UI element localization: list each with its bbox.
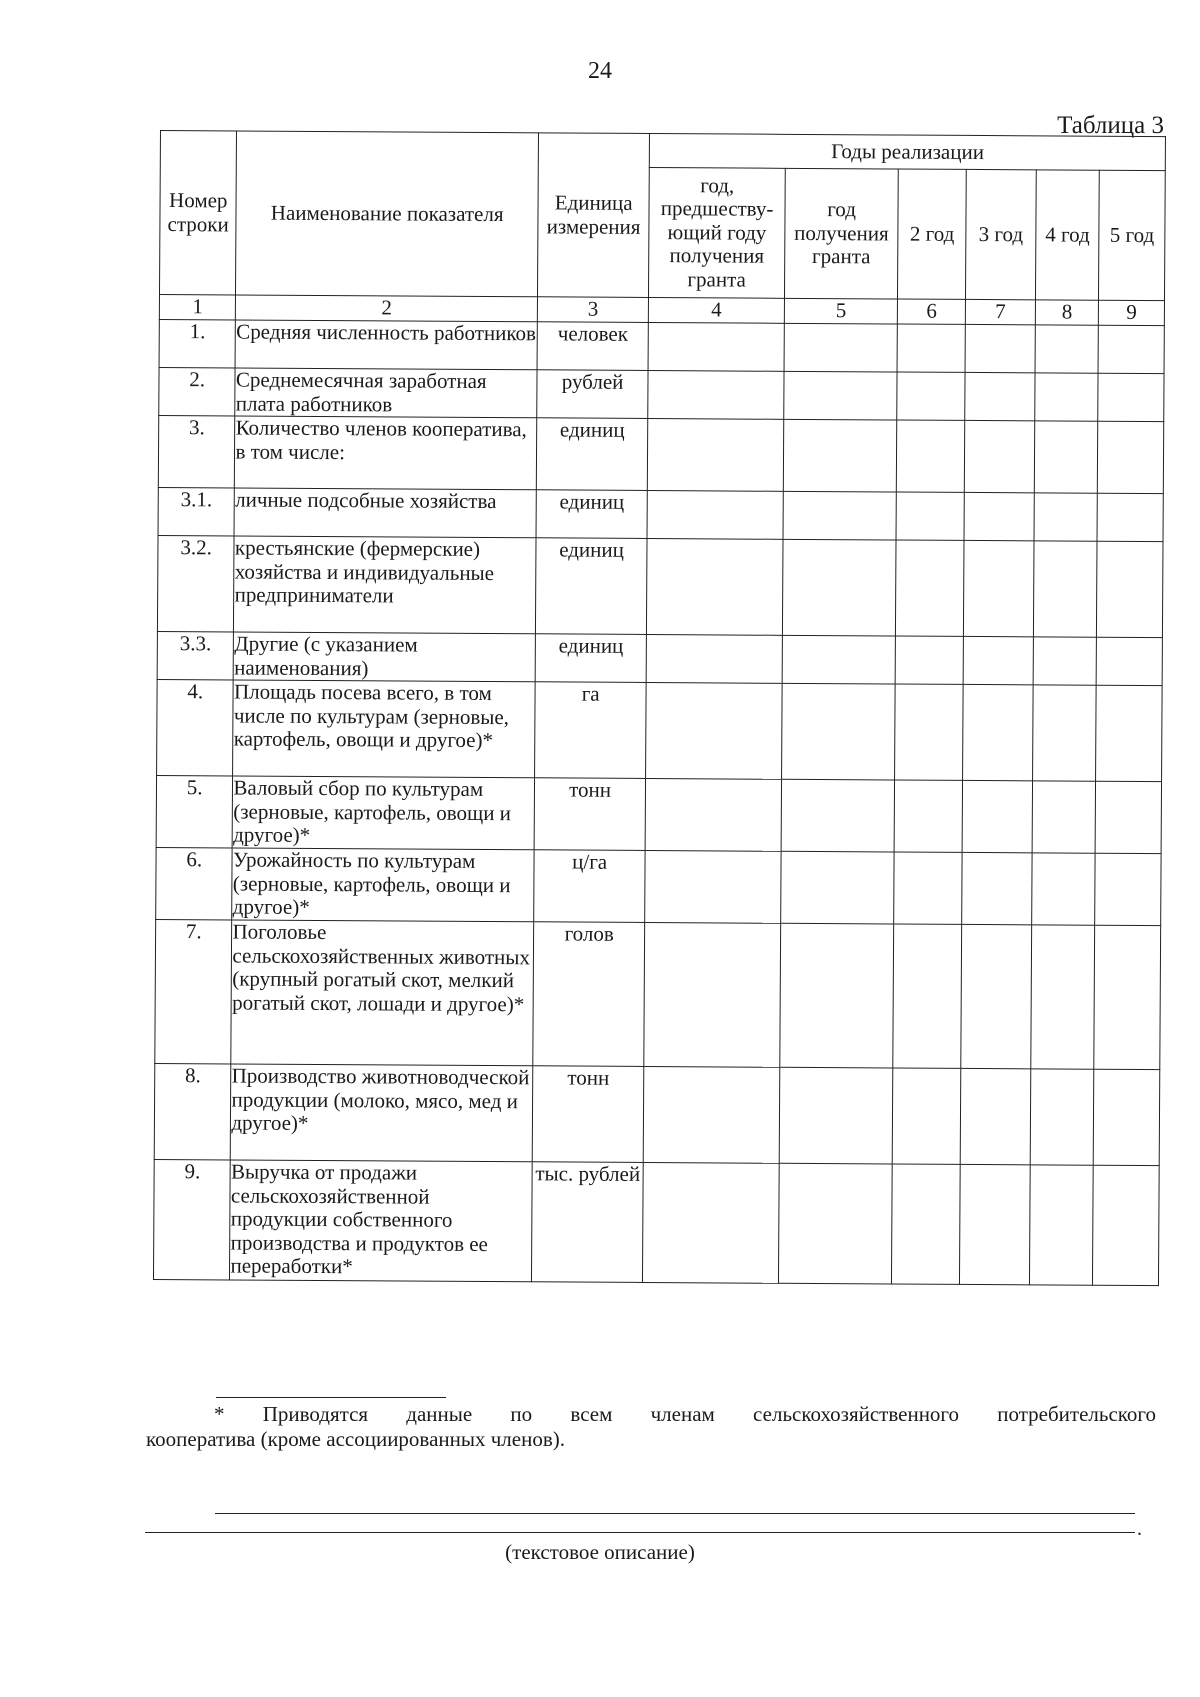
table-row — [159, 319, 1164, 373]
value-cell[interactable] — [1033, 685, 1097, 781]
value-cell[interactable] — [897, 324, 965, 372]
value-cell[interactable] — [962, 852, 1032, 924]
value-cell[interactable] — [1032, 853, 1096, 925]
unit-of-measure: га — [534, 682, 646, 779]
value-cell[interactable] — [643, 1163, 779, 1284]
row-number: 4. — [157, 680, 234, 776]
value-cell[interactable] — [778, 1163, 892, 1284]
unit-of-measure: рублей — [537, 370, 649, 419]
indicators-table-sheet — [153, 130, 1166, 1286]
blank-fill-line — [145, 1532, 1135, 1533]
value-cell[interactable] — [960, 1068, 1030, 1164]
value-cell[interactable] — [896, 492, 964, 540]
table-row — [157, 632, 1162, 686]
value-cell[interactable] — [893, 924, 962, 1068]
header-year-4: 4 год — [1035, 170, 1099, 300]
value-cell[interactable] — [964, 492, 1034, 540]
value-cell[interactable] — [783, 491, 897, 540]
footnote-line-1: * Приводятся данные по всем членам сельскохозяйственного потребительского — [214, 1402, 1156, 1426]
header-row-number: Номер строки — [159, 131, 236, 295]
value-cell[interactable] — [779, 1067, 893, 1164]
indicator-name: крестьянские (фермерские) хозяйства и индивидуальные предприниматели — [234, 536, 536, 634]
value-cell[interactable] — [965, 372, 1035, 420]
value-cell[interactable] — [1097, 493, 1163, 541]
row-number: 9. — [153, 1160, 230, 1280]
indicators-table — [153, 130, 1166, 1286]
value-cell[interactable] — [781, 683, 895, 780]
indicator-name: Площадь посева всего, в том числе по культурам (зерновые, картофель, овощи и другое)* — [233, 680, 535, 778]
unit-of-measure: тонн — [532, 1066, 644, 1163]
unit-of-measure: человек — [537, 322, 649, 371]
value-cell[interactable] — [1033, 637, 1097, 685]
value-cell[interactable] — [964, 540, 1034, 636]
footnote-rule — [216, 1397, 446, 1398]
table-row — [159, 367, 1164, 421]
value-cell[interactable] — [961, 924, 1032, 1068]
column-number: 9 — [1099, 300, 1165, 325]
footnote — [146, 1402, 1156, 1452]
value-cell[interactable] — [1032, 781, 1096, 853]
value-cell[interactable] — [783, 419, 897, 492]
value-cell[interactable] — [1098, 325, 1164, 373]
value-cell[interactable] — [644, 923, 780, 1068]
value-cell[interactable] — [1034, 421, 1098, 493]
value-cell[interactable] — [1035, 325, 1099, 373]
blank-fill-line — [215, 1513, 1135, 1514]
row-number: 8. — [154, 1064, 231, 1160]
column-number: 7 — [965, 299, 1035, 324]
value-cell[interactable] — [1031, 925, 1095, 1069]
indicator-name: личные подсобные хозяйства — [234, 488, 536, 538]
page-number: 24 — [588, 58, 612, 84]
value-cell[interactable] — [963, 636, 1033, 684]
column-number: 5 — [784, 298, 898, 324]
value-cell[interactable] — [644, 1067, 780, 1164]
value-cell[interactable] — [963, 684, 1033, 780]
table-row — [158, 488, 1163, 542]
value-cell[interactable] — [648, 322, 784, 371]
value-cell[interactable] — [1098, 421, 1164, 493]
value-cell[interactable] — [1094, 925, 1161, 1069]
value-cell[interactable] — [1093, 1165, 1159, 1285]
row-number: 5. — [156, 776, 233, 848]
row-number: 6. — [156, 848, 233, 920]
value-cell[interactable] — [782, 635, 896, 684]
table-row — [158, 416, 1163, 494]
header-year-5: 5 год — [1099, 170, 1165, 300]
value-cell[interactable] — [1098, 373, 1164, 421]
indicator-name: Средняя численность работников — [236, 320, 538, 370]
table-row — [155, 920, 1161, 1070]
row-number: 7. — [155, 920, 232, 1064]
column-number: 4 — [649, 297, 785, 323]
row-number: 2. — [159, 367, 236, 415]
footnote-line-2: кооператива (кроме ассоциированных членов). — [146, 1427, 565, 1452]
value-cell[interactable] — [781, 779, 895, 852]
row-number: 3. — [158, 416, 235, 488]
value-cell[interactable] — [1096, 637, 1162, 685]
unit-of-measure: ц/га — [534, 850, 646, 923]
value-cell[interactable] — [1094, 1069, 1160, 1165]
unit-of-measure: единиц — [535, 634, 647, 683]
value-cell[interactable] — [962, 780, 1032, 852]
table-row — [157, 680, 1163, 782]
row-number: 3.1. — [158, 488, 235, 536]
unit-of-measure: единиц — [535, 538, 647, 635]
header-year-before-grant: год, предшеству-ющий году получения гранта — [649, 167, 785, 298]
value-cell[interactable] — [1030, 1069, 1094, 1165]
value-cell[interactable] — [964, 420, 1034, 492]
value-cell[interactable] — [1095, 853, 1161, 925]
column-number: 6 — [898, 299, 966, 324]
value-cell[interactable] — [648, 419, 784, 492]
unit-of-measure: единиц — [536, 490, 648, 539]
value-cell[interactable] — [784, 371, 898, 420]
blank-line-end-dot: . — [1137, 1518, 1142, 1540]
header-year-3: 3 год — [966, 169, 1037, 299]
table-row — [153, 1160, 1159, 1286]
value-cell[interactable] — [1033, 541, 1097, 637]
table-caption: Таблица 3 — [1057, 112, 1164, 139]
row-number: 3.2. — [157, 536, 234, 632]
value-cell[interactable] — [1029, 1165, 1093, 1285]
value-cell[interactable] — [1097, 541, 1163, 637]
unit-of-measure: тыс. рублей — [531, 1162, 643, 1283]
value-cell[interactable] — [894, 852, 962, 924]
header-unit: Единица измерения — [537, 133, 649, 298]
value-cell[interactable] — [780, 923, 894, 1068]
value-cell[interactable] — [960, 1164, 1031, 1284]
value-cell[interactable] — [645, 779, 781, 852]
indicator-name: Другие (с указанием наименования) — [234, 632, 536, 682]
indicator-name: Выручка от продажи сельскохозяйственной продукции собственного производства и продуктов ее переработки* — [230, 1160, 532, 1282]
indicator-name: Урожайность по культурам (зерновые, картофель, овощи и другое)* — [232, 848, 534, 922]
value-cell[interactable] — [784, 323, 898, 372]
column-number: 1 — [159, 295, 236, 320]
header-indicator-name: Наименование показателя — [236, 131, 538, 297]
value-cell[interactable] — [780, 851, 894, 924]
value-cell[interactable] — [646, 635, 782, 684]
row-number: 3.3. — [157, 632, 234, 680]
value-cell[interactable] — [893, 1068, 961, 1164]
value-cell[interactable] — [1095, 781, 1161, 853]
table-row — [156, 776, 1161, 854]
indicator-name: Поголовье сельскохозяйственных животных (крупный рогатый скот, мелкий рогатый скот, лошади и другое)* — [231, 920, 533, 1066]
value-cell[interactable] — [894, 780, 962, 852]
indicator-name: Валовый сбор по культурам (зерновые, картофель, овощи и другое)* — [233, 776, 535, 850]
value-cell[interactable] — [648, 370, 784, 419]
value-cell[interactable] — [896, 540, 964, 636]
value-cell[interactable] — [897, 372, 965, 420]
indicator-name: Среднемесячная заработная плата работников — [235, 368, 537, 418]
unit-of-measure: единиц — [536, 418, 648, 491]
value-cell[interactable] — [647, 539, 783, 636]
value-cell[interactable] — [647, 491, 783, 540]
value-cell[interactable] — [646, 683, 782, 780]
value-cell[interactable] — [1035, 373, 1099, 421]
unit-of-measure: голов — [533, 922, 645, 1067]
column-number: 8 — [1035, 300, 1098, 325]
indicator-name: Производство животноводческой продукции (молоко, мясо, мед и другое)* — [231, 1064, 533, 1162]
text-description-label: (текстовое описание) — [505, 1540, 695, 1564]
value-cell[interactable] — [1096, 685, 1162, 781]
unit-of-measure: тонн — [534, 778, 646, 851]
header-year-2: 2 год — [898, 169, 967, 299]
table-row — [154, 1064, 1160, 1166]
value-cell[interactable] — [645, 851, 781, 924]
column-number: 2 — [236, 295, 538, 322]
value-cell[interactable] — [782, 539, 896, 636]
column-number: 3 — [537, 297, 649, 323]
value-cell[interactable] — [892, 1164, 960, 1284]
value-cell[interactable] — [896, 636, 964, 684]
value-cell[interactable] — [895, 684, 963, 780]
value-cell[interactable] — [965, 324, 1035, 372]
table-row — [157, 536, 1163, 638]
header-year-of-grant: год получения гранта — [784, 168, 898, 299]
value-cell[interactable] — [1034, 493, 1098, 541]
table-row — [156, 848, 1161, 926]
value-cell[interactable] — [897, 420, 965, 492]
row-number: 1. — [159, 319, 236, 367]
header-years-group: Годы реализации — [650, 133, 1166, 170]
indicator-name: Количество членов кооператива, в том числе: — [235, 416, 537, 490]
